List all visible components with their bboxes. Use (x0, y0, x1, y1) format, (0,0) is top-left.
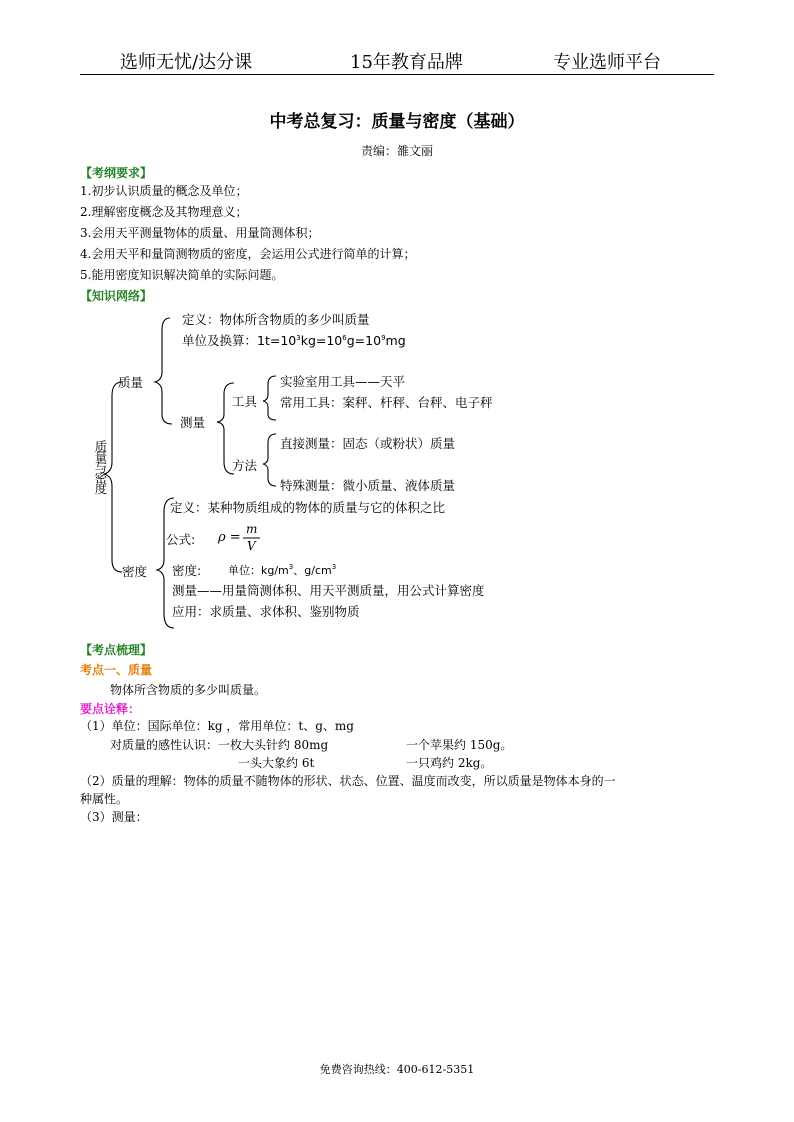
header-brand: 选师无忧/达分课 (120, 52, 253, 73)
formula-denominator: V (247, 539, 256, 553)
methods-brace (263, 434, 276, 486)
mass-brace (155, 318, 172, 424)
syllabus-item: 1.初步认识质量的概念及单位； (80, 184, 248, 198)
density-application: 应用：求质量、求体积、鉴别物质 (172, 604, 360, 619)
footer-hotline: 免费咨询热线：400-612-5351 (319, 1063, 475, 1076)
tools-label: 工具 (232, 394, 258, 409)
density-units: 单位：$kg/m^3$、$g/cm^3$ (228, 563, 337, 577)
syllabus-item: 3.会用天平测量物体的质量、用量筒测体积； (80, 226, 320, 240)
syllabus-item: 4.会用天平和量筒测物质的密度，会运用公式进行简单的计算； (80, 247, 416, 261)
methods-label: 方法 (232, 458, 258, 473)
understanding-line-cont: 种属性。 (80, 792, 129, 806)
density-measure: 测量——用量筒测体积、用天平测质量，用公式计算密度 (172, 583, 485, 598)
tools-brace (263, 376, 276, 420)
understanding-line: （2）质量的理解：物体的质量不随物体的形状、状态、位置、温度而改变，所以质量是物体本身的一 (80, 774, 616, 788)
density-definition: 定义：某种物质组成的物体的质量与它的体积之比 (170, 500, 446, 515)
mass-units: 单位及换算：$1t=10^3kg=10^6g=10^9mg$ (182, 333, 406, 348)
author-line: 责编：雒文丽 (360, 144, 433, 158)
header-slogan: 15年教育品牌 (350, 52, 463, 73)
density-label: 密度 (122, 564, 148, 579)
point1-heading: 考点一、质量 (80, 663, 153, 677)
measurement-line: （3）测量： (80, 810, 148, 824)
syllabus-item: 2.理解密度概念及其物理意义； (80, 205, 248, 219)
measure-label: 测量 (180, 415, 206, 430)
formula-numerator: m (246, 522, 258, 536)
formula-label: 公式: (166, 532, 196, 547)
density-unit-label: 密度: (172, 563, 202, 578)
sense-elephant: 一头大象约 6t (238, 756, 315, 770)
methods-direct: 直接测量：固态（或粉状）质量 (280, 436, 456, 451)
tools-daily: 常用工具：案秤、杆秤、台秤、电子秤 (280, 395, 493, 410)
sense-chicken: 一只鸡约 2kg。 (406, 756, 493, 770)
unit-line: （1）单位：国际单位：kg ，常用单位：t、g、mg (80, 719, 354, 733)
page-title: 中考总复习：质量与密度（基础） (269, 112, 525, 132)
syllabus-item: 5.能用密度知识解决简单的实际问题。 (80, 268, 284, 282)
network-root: 质量与密度 (93, 440, 108, 493)
review-heading: 【考点梳理】 (80, 643, 153, 657)
sense-line: 对质量的感性认识：一枚大头针约 80mg (110, 738, 329, 752)
mass-label: 质量 (118, 375, 144, 390)
methods-special: 特殊测量：微小质量、液体质量 (280, 478, 456, 493)
tools-lab: 实验室用工具——天平 (280, 374, 406, 389)
point1-text: 物体所含物质的多少叫质量。 (110, 683, 267, 697)
sense-apple: 一个苹果约 150g。 (406, 738, 513, 752)
notes-heading: 要点诠释： (80, 702, 141, 716)
syllabus-heading: 【考纲要求】 (80, 166, 153, 180)
formula-lhs: ρ = (218, 530, 241, 545)
network-heading: 【知识网络】 (80, 289, 153, 303)
header-platform: 专业选师平台 (553, 52, 661, 73)
mass-definition: 定义：物体所含物质的多少叫质量 (182, 312, 370, 327)
